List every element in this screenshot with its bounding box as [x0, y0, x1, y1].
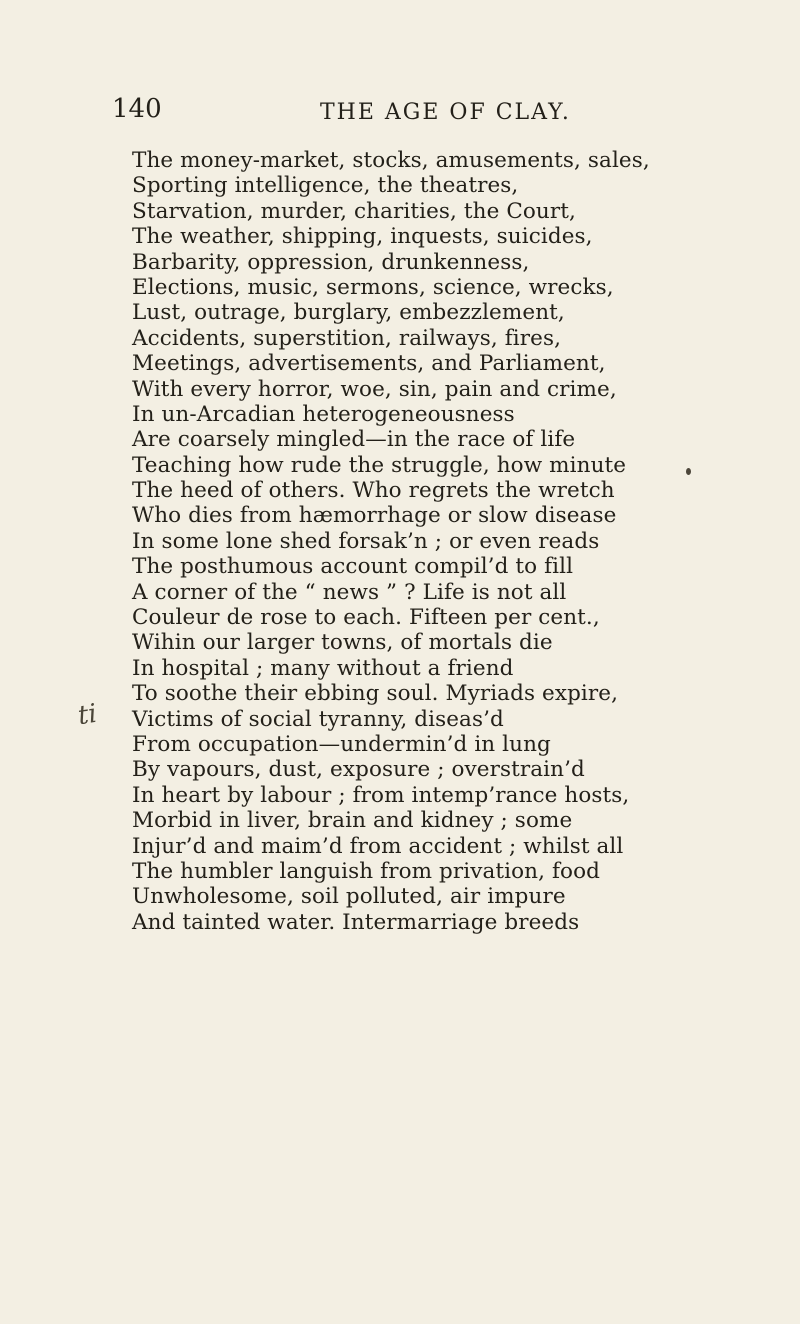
poem-line: The humbler languish from privation, food: [132, 858, 601, 884]
handwritten-margin-note: ti: [76, 698, 99, 732]
poem-line: Accidents, superstition, railways, fires,: [132, 325, 562, 351]
poem-line: The weather, shipping, inquests, suicides,: [132, 224, 593, 250]
running-head: THE AGE OF CLAY.: [320, 100, 571, 125]
poem-line: Who dies from hæmorrhage or slow disease: [132, 503, 617, 529]
poem-line: Wihin our larger towns, of mortals die: [132, 630, 553, 656]
poem-line: Elections, music, sermons, science, wrecks,: [132, 274, 614, 300]
poem-line: In un-Arcadian heterogeneousness: [132, 401, 515, 427]
poem-line: Are coarsely mingled—in the race of life: [132, 427, 576, 453]
poem-line: The posthumous account compil’d to fill: [132, 554, 574, 580]
poem-line: In some lone shed forsak’n ; or even reads: [132, 528, 600, 554]
poem-line: Injur’d and maim’d from accident ; whilst all: [132, 833, 624, 859]
poem-line: Unwholesome, soil polluted, air impure: [132, 884, 566, 910]
poem-line: Sporting intelligence, the theatres,: [132, 173, 519, 199]
poem-line: The money-market, stocks, amusements, sales,: [132, 148, 650, 173]
poem-body: [132, 148, 772, 935]
poem-line: And tainted water. Intermarriage breeds: [132, 909, 580, 935]
poem-line: From occupation—undermin’d in lung: [132, 731, 551, 757]
poem-line: Couleur de rose to each. Fifteen per cent.,: [132, 605, 600, 631]
poem-line: With every horror, woe, sin, pain and crime,: [132, 376, 617, 402]
poem-line: Lust, outrage, burglary, embezzlement,: [132, 300, 565, 326]
poem-line: In heart by labour ; from intemp’rance hosts,: [132, 782, 630, 808]
poem-line: Morbid in liver, brain and kidney ; some: [132, 808, 573, 834]
poem-line: By vapours, dust, exposure ; overstrain’d: [132, 757, 585, 783]
poem-line: Barbarity, oppression, drunkenness,: [132, 249, 530, 275]
page-number: 140: [112, 94, 162, 124]
poem-line: Victims of social tyranny, diseas’d: [132, 706, 504, 732]
poem-line: To soothe their ebbing soul. Myriads expire,: [132, 681, 619, 707]
poem-line: A corner of the “ news ” ? Life is not all: [132, 579, 567, 605]
poem-line: Teaching how rude the struggle, how minute: [132, 452, 627, 478]
poem-line: Starvation, murder, charities, the Court,: [132, 198, 576, 224]
poem-line: The heed of others. Who regrets the wretch: [132, 478, 615, 504]
poem-line: Meetings, advertisements, and Parliament,: [132, 351, 606, 377]
poem-line: In hospital ; many without a friend: [132, 655, 514, 681]
